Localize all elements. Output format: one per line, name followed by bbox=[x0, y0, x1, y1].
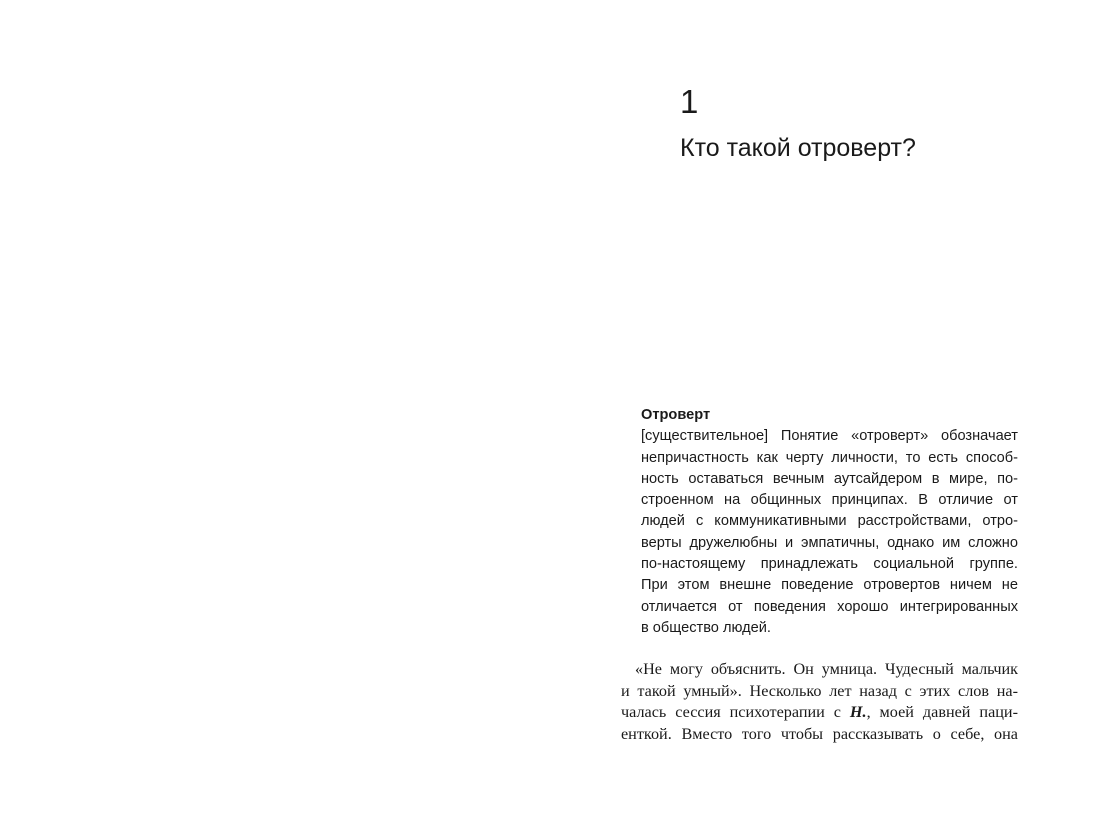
chapter-number: 1 bbox=[680, 83, 699, 120]
body-line: и такой умный». Несколько лет назад с этих слов на- bbox=[621, 681, 1018, 700]
definition-line: верты дружелюбны и эмпатичны, однако им сложно bbox=[641, 534, 1018, 551]
definition-term: Отроверт bbox=[641, 407, 711, 423]
body-line bbox=[621, 702, 1018, 724]
definition-line: в общество людей. bbox=[641, 619, 771, 636]
body-line: «Не могу объяснить. Он умница. Чудесный мальчик bbox=[635, 660, 1018, 678]
definition-line: При этом внешне поведение отровертов ничем не bbox=[641, 577, 1018, 594]
definition-line: отличается от поведения хорошо интегрированных bbox=[641, 598, 1018, 615]
definition-line: ность оставаться вечным аутсайдером в мире, по- bbox=[641, 470, 1018, 487]
definition-line: по-настоящему принадлежать социальной группе. bbox=[641, 556, 1018, 573]
right-page bbox=[550, 0, 1100, 825]
definition-line: строенном на общинных принципах. В отличие от bbox=[641, 492, 1018, 509]
body-line: енткой. Вместо того чтобы рассказывать о себе, она bbox=[621, 724, 1018, 743]
definition-line: непричастность как черту личности, то есть способ- bbox=[641, 449, 1018, 466]
chapter-title: Кто такой отроверт? bbox=[680, 134, 916, 162]
patient-initial: Н. bbox=[849, 703, 867, 721]
body-text-segment: чалась сессия психотерапии с bbox=[621, 703, 850, 721]
definition-block bbox=[641, 405, 1018, 639]
definition-line: людей с коммуникативными расстройствами, отро- bbox=[641, 513, 1018, 530]
body-text-segment: , моей давней паци- bbox=[866, 703, 1018, 721]
definition-line: [существительное] Понятие «отроверт» обозначает bbox=[641, 428, 1018, 445]
body-paragraph bbox=[621, 659, 1018, 745]
